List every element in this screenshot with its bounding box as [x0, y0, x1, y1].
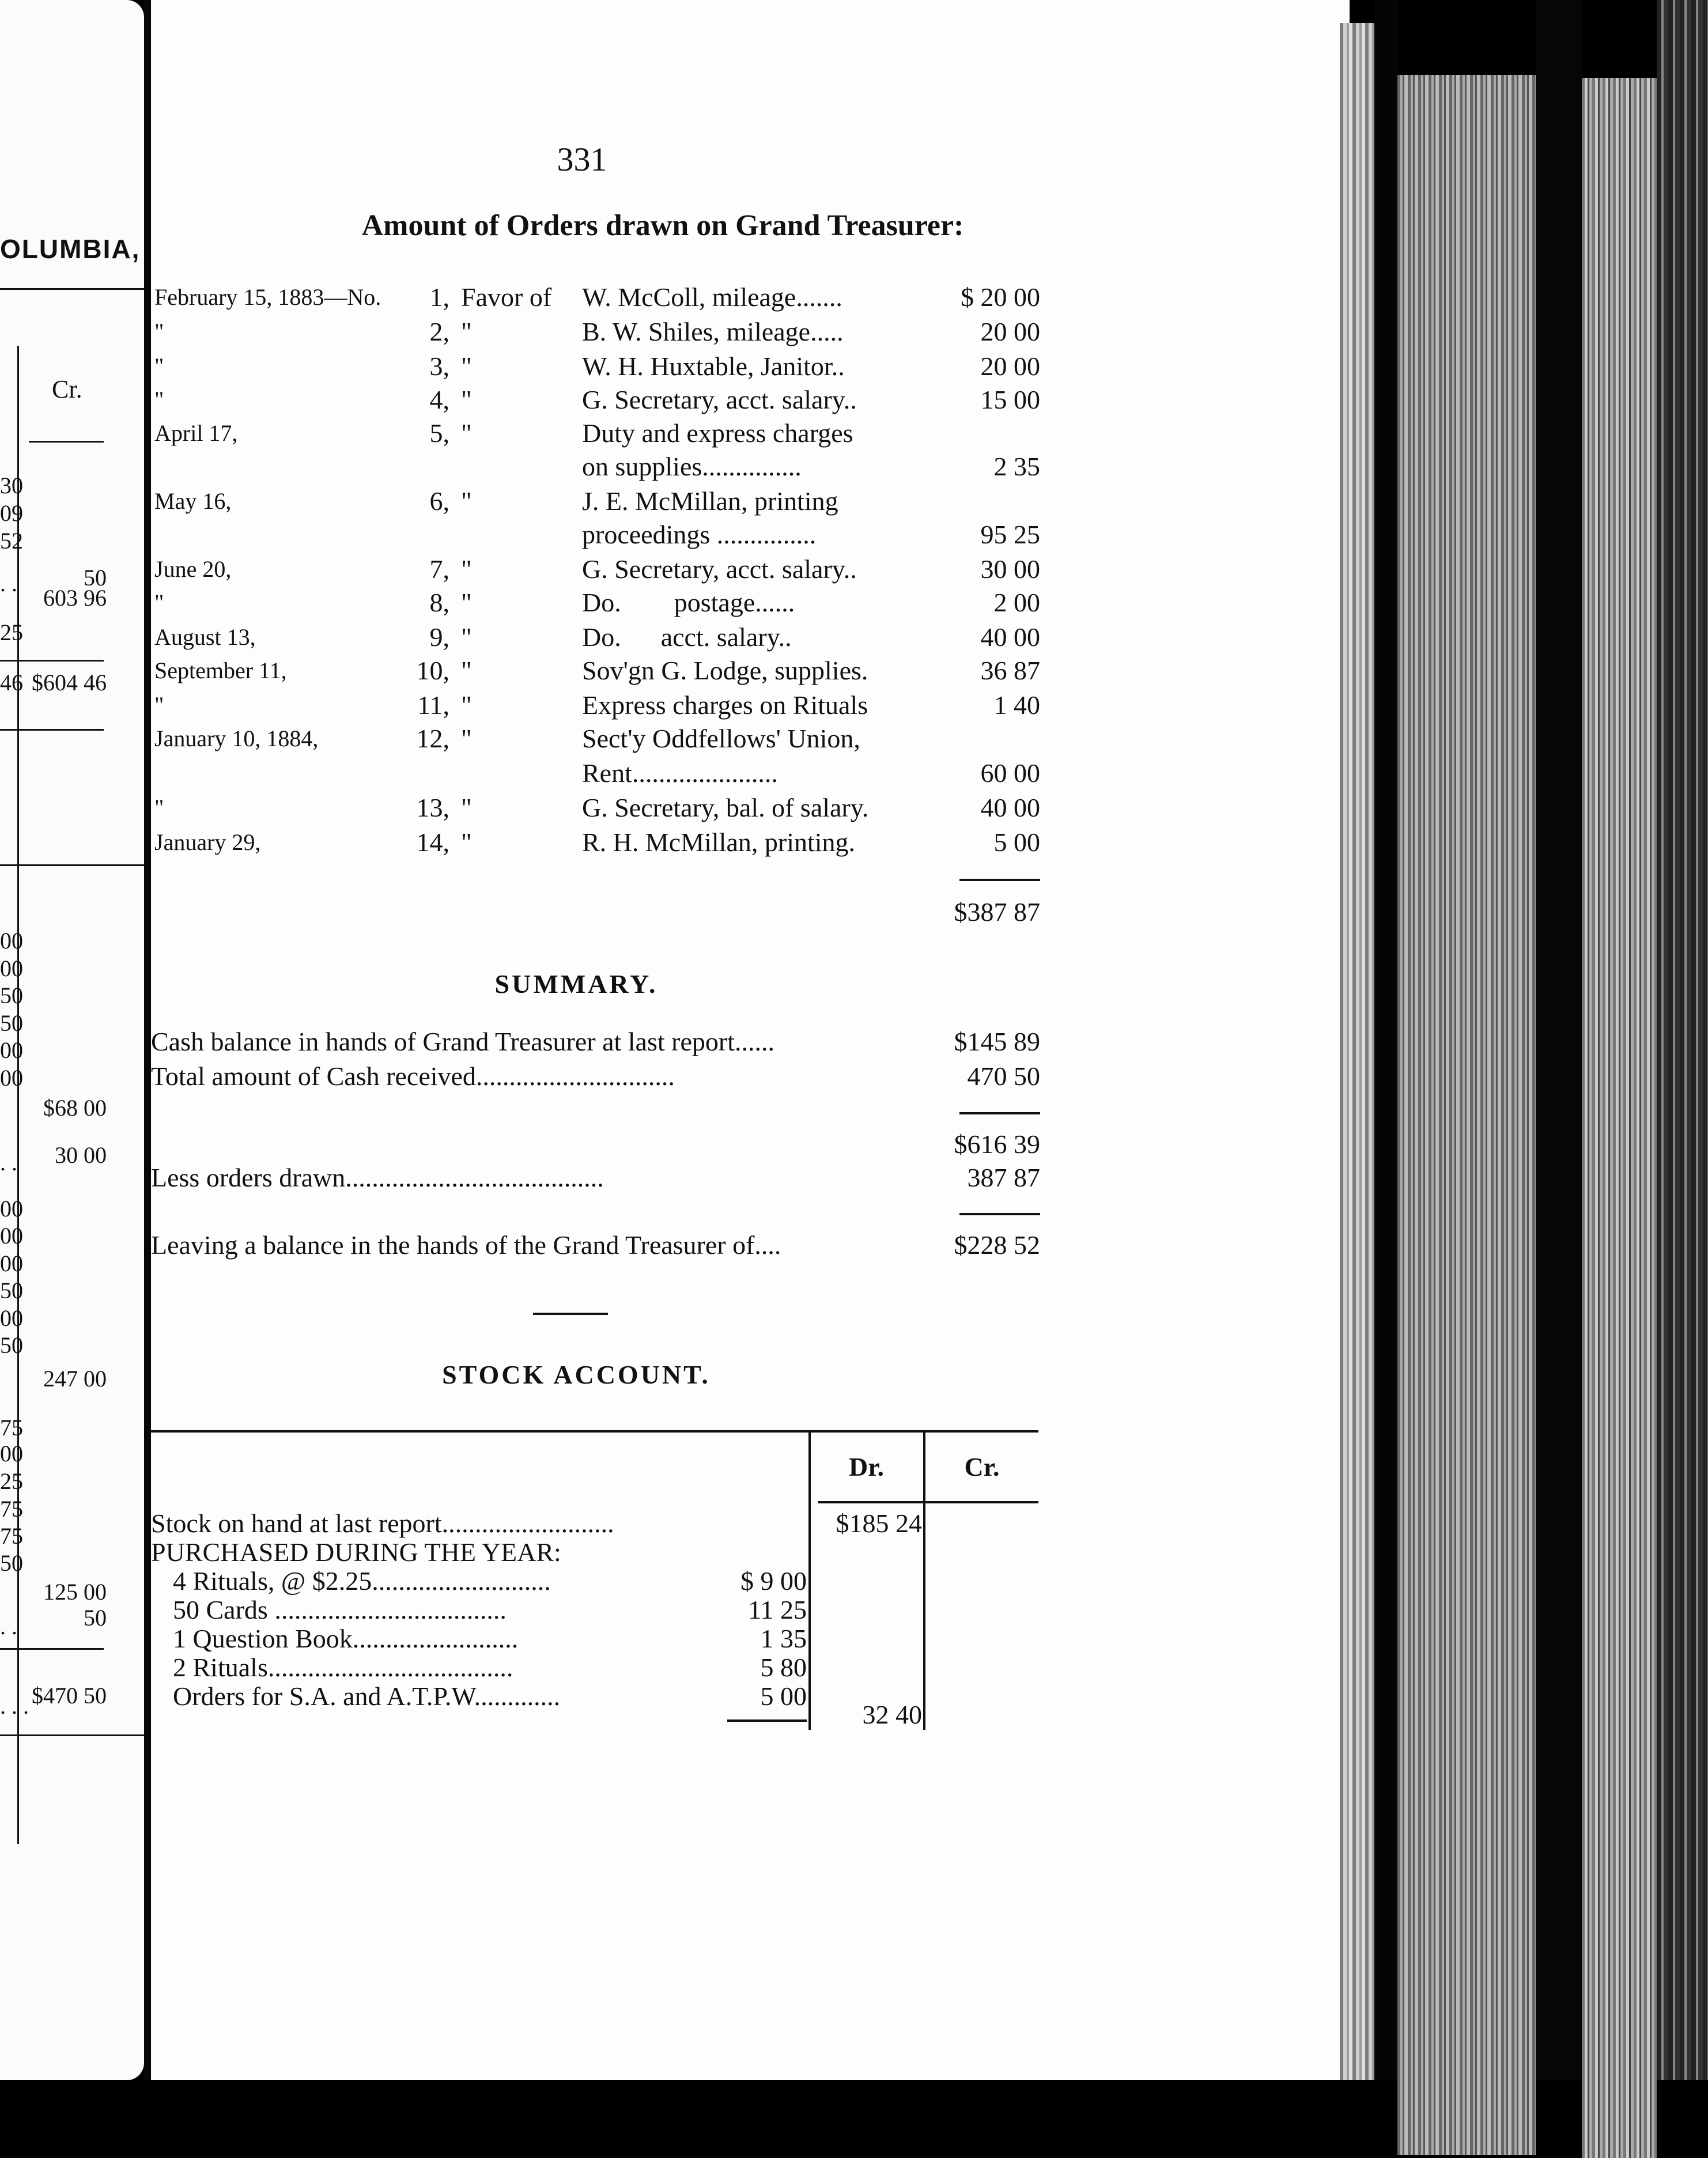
order-description: proceedings ...............: [582, 520, 817, 549]
left-fragment-figure: 00: [0, 1037, 23, 1063]
left-fragment-figure: 75: [0, 1415, 23, 1441]
order-description: Sov'gn G. Lodge, supplies.: [582, 656, 868, 685]
left-fragment-figure: 247 00: [43, 1366, 107, 1392]
left-fragment-figure: 00: [0, 1250, 23, 1276]
order-amount: $ 20 00: [961, 282, 1040, 312]
order-amount: 40 00: [980, 793, 1040, 822]
order-description: G. Secretary, acct. salary..: [582, 554, 857, 584]
book-stack-edges: [1582, 78, 1657, 2158]
order-number: 2,: [429, 317, 449, 346]
order-favor-mark: ": [461, 554, 472, 584]
left-fragment-cr-label: Cr.: [52, 375, 82, 403]
orders-total: $387 87: [954, 897, 1040, 927]
left-fragment-figure: 00: [0, 1196, 23, 1222]
order-amount: 1 40: [993, 690, 1040, 720]
order-amount: 20 00: [980, 317, 1040, 346]
left-fragment-figure: 46: [0, 670, 23, 696]
order-description: on supplies...............: [582, 452, 802, 481]
stock-item-amount: 1 35: [760, 1624, 807, 1653]
order-date: ": [154, 692, 164, 718]
orders-total-rule: [959, 879, 1040, 881]
stock-items: [0, 0, 818, 1786]
order-description: Do. postage......: [582, 588, 795, 617]
left-fragment-figure: . . .: [0, 1693, 29, 1719]
order-date: January 10, 1884,: [154, 725, 319, 751]
stock-item-label: 4 Rituals, @ $2.25...........................: [173, 1566, 551, 1596]
left-fragment-figure: 30 00: [55, 1142, 107, 1168]
order-date: ": [154, 353, 164, 379]
stock-title: STOCK ACCOUNT.: [442, 1360, 711, 1389]
left-fragment-figure: 50: [84, 565, 107, 591]
summary-less-orders-label: Less orders drawn.......................................: [151, 1163, 604, 1192]
summary-leaving-label: Leaving a balance in the hands of the Grand Treasurer of....: [151, 1230, 781, 1260]
stock-on-hand-label: Stock on hand at last report..........................: [151, 1509, 614, 1538]
order-number: 11,: [417, 690, 449, 720]
left-fragment-figure: 00: [0, 1065, 23, 1091]
summary-total-received-label: Total amount of Cash received..............................: [151, 1061, 675, 1091]
stock-item-amount: 5 80: [760, 1653, 807, 1682]
left-fragment-figure: . .: [0, 1150, 17, 1176]
order-favor-mark: ": [461, 690, 472, 720]
left-fragment-figure: . .: [0, 570, 17, 596]
left-fragment-figure: 00: [0, 955, 23, 981]
order-description: B. W. Shiles, mileage.....: [582, 317, 844, 346]
order-description: W. McColl, mileage.......: [582, 282, 842, 312]
left-fragment-heading: OLUMBIA,: [0, 234, 141, 264]
order-description: G. Secretary, acct. salary..: [582, 385, 857, 414]
order-date: June 20,: [154, 556, 232, 582]
book-stack-dark: [1536, 0, 1582, 2080]
order-description: Do. acct. salary..: [582, 622, 792, 652]
order-date: ": [154, 795, 164, 821]
order-favor-mark: ": [461, 385, 472, 414]
left-fragment-figure: 50: [0, 982, 23, 1008]
order-favor-mark: ": [461, 486, 472, 516]
order-number: 13,: [416, 793, 449, 822]
order-number: 5,: [429, 418, 449, 448]
order-description: Express charges on Rituals: [582, 690, 868, 720]
summary-cash-balance-label: Cash balance in hands of Grand Treasurer at last report......: [151, 1027, 774, 1056]
left-fragment-figure: $470 50: [32, 1683, 107, 1709]
book-stack-edges: [1657, 0, 1708, 2080]
order-date: May 16,: [154, 488, 232, 514]
left-fragment-figure: 25: [0, 619, 23, 645]
order-favor-mark: ": [461, 827, 472, 857]
left-fragment-figure: 00: [0, 1305, 23, 1331]
stock-item-label: 1 Question Book.........................: [173, 1624, 519, 1653]
order-favor-mark: ": [461, 793, 472, 822]
left-fragment-figure: 09: [0, 500, 23, 526]
left-fragment-figure: $604 46: [32, 670, 107, 696]
order-description: Duty and express charges: [582, 418, 853, 448]
order-number: 4,: [429, 385, 449, 414]
order-date: ": [154, 319, 164, 345]
left-fragment-figure: 00: [0, 928, 23, 954]
order-date: ": [154, 387, 164, 413]
order-date: February 15, 1883—No.: [154, 284, 381, 310]
order-number: 3,: [429, 352, 449, 381]
left-fragment-figure: 603 96: [43, 585, 107, 611]
page-number: 331: [557, 141, 607, 178]
stock-item-label: 50 Cards ...................................: [173, 1595, 507, 1624]
orders-title: Amount of Orders drawn on Grand Treasurer:: [361, 209, 964, 242]
order-favor-mark: ": [461, 656, 472, 685]
order-number: 6,: [429, 486, 449, 516]
summary-total-received-value: 470 50: [967, 1061, 1040, 1091]
summary-subtotal: $616 39: [954, 1129, 1040, 1159]
stock-purchased-heading: PURCHASED DURING THE YEAR:: [151, 1537, 561, 1567]
order-date: January 29,: [154, 829, 261, 855]
left-fragment-figure: 125 00: [43, 1579, 107, 1605]
left-fragment-figure: 50: [0, 1010, 23, 1036]
stock-dr-label: Dr.: [849, 1452, 884, 1482]
order-date: April 17,: [154, 420, 238, 446]
left-fragment-figure: 75: [0, 1496, 23, 1522]
order-amount: 5 00: [993, 827, 1040, 857]
left-fragment-figure: 50: [0, 1278, 23, 1303]
order-description: J. E. McMillan, printing: [582, 486, 838, 516]
stock-items-total-rule: [727, 1719, 807, 1722]
summary-title: SUMMARY.: [494, 969, 658, 999]
left-fragment-figure: 25: [0, 1468, 23, 1494]
order-description: Sect'y Oddfellows' Union,: [582, 724, 860, 753]
book-stack-edges: [1397, 75, 1536, 2155]
order-favor-mark: ": [461, 724, 472, 753]
order-amount: 2 35: [993, 452, 1040, 481]
left-fragment-figure: 50: [84, 1605, 107, 1631]
left-fragment-figure: 50: [0, 1332, 23, 1358]
order-date: September 11,: [154, 657, 287, 683]
order-amount: 95 25: [980, 520, 1040, 549]
order-favor-mark: ": [461, 622, 472, 652]
summary-cash-balance-value: $145 89: [954, 1027, 1040, 1056]
order-amount: 36 87: [980, 656, 1040, 685]
stock-cr-label: Cr.: [964, 1452, 1000, 1482]
left-fragment-figure: 52: [0, 528, 23, 554]
left-fragment-figure: . .: [0, 1613, 17, 1639]
order-number: 8,: [429, 588, 449, 617]
left-fragment-figure: 00: [0, 1223, 23, 1249]
stock-header-rule: [818, 1501, 1038, 1503]
summary-subtotal-rule: [959, 1112, 1040, 1114]
left-fragment-figure: 75: [0, 1523, 23, 1549]
stock-on-hand-dr: $185 24: [836, 1509, 922, 1538]
book-stack-dark: [1374, 0, 1397, 2080]
stock-item-amount: 11 25: [748, 1595, 807, 1624]
summary-leaving-value: $228 52: [954, 1230, 1040, 1260]
stock-purchased-total-dr: 32 40: [862, 1700, 922, 1729]
stock-item-amount: 5 00: [760, 1681, 807, 1711]
order-description: G. Secretary, bal. of salary.: [582, 793, 869, 822]
order-favor-mark: ": [461, 317, 472, 346]
order-amount: 15 00: [980, 385, 1040, 414]
left-fragment-figure: $68 00: [43, 1095, 107, 1121]
summary-balance-rule: [959, 1213, 1040, 1215]
order-amount: 2 00: [993, 588, 1040, 617]
order-favor-mark: ": [461, 588, 472, 617]
order-description: Rent......................: [582, 758, 778, 788]
order-number: 10,: [416, 656, 449, 685]
order-favor-mark: Favor of: [461, 282, 552, 312]
order-date: August 13,: [154, 624, 256, 650]
summary-less-orders-value: 387 87: [967, 1163, 1040, 1192]
order-number: 14,: [416, 827, 449, 857]
order-number: 1,: [429, 282, 449, 312]
order-number: 9,: [429, 622, 449, 652]
order-number: 7,: [429, 554, 449, 584]
order-date: ": [154, 589, 164, 615]
order-amount: 60 00: [980, 758, 1040, 788]
left-fragment-figure: 50: [0, 1550, 23, 1576]
stock-item-label: 2 Rituals.....................................: [173, 1653, 513, 1682]
order-description: R. H. McMillan, printing.: [582, 827, 856, 857]
order-favor-mark: ": [461, 352, 472, 381]
order-number: 12,: [416, 724, 449, 753]
order-amount: 20 00: [980, 352, 1040, 381]
left-fragment-figure: 00: [0, 1441, 23, 1467]
order-description: W. H. Huxtable, Janitor..: [582, 352, 845, 381]
stock-item-label: Orders for S.A. and A.T.P.W.............: [173, 1681, 561, 1711]
left-fragment-figure: 30: [0, 473, 23, 498]
order-favor-mark: ": [461, 418, 472, 448]
order-amount: 30 00: [980, 554, 1040, 584]
page-edges: [1340, 23, 1374, 2080]
order-amount: 40 00: [980, 622, 1040, 652]
stock-item-amount: $ 9 00: [740, 1566, 807, 1596]
